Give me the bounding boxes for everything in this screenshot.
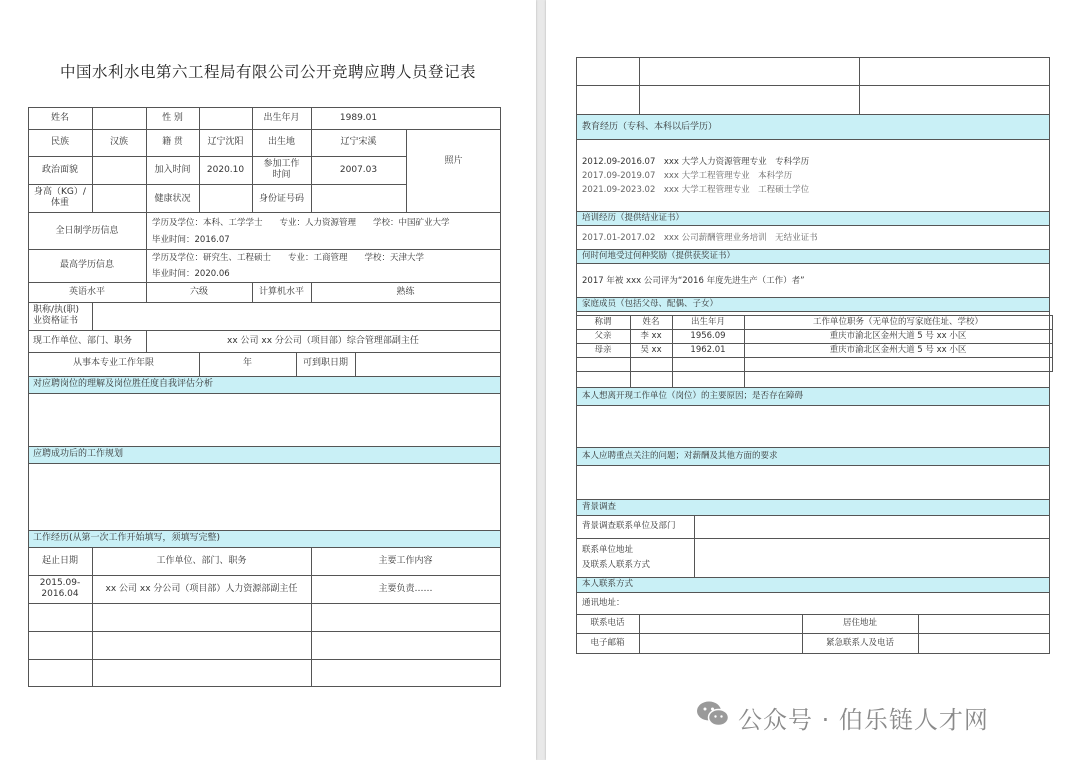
label-years: 从事本专业工作年限 [72, 358, 154, 368]
label-current-job: 现工作单位、部门、职务 [33, 336, 133, 346]
label-computer: 计算机水平 [258, 287, 304, 297]
section-training: 培训经历（提供结业证书） [582, 213, 685, 223]
watermark [696, 702, 989, 732]
family-row-1-name: 李 xx [640, 331, 662, 341]
label-photo: 照片 [444, 156, 463, 166]
label-year-unit: 年 [242, 358, 252, 368]
family-row-2-name: 吴 xx [640, 345, 662, 355]
edu-fulltime-line2: 毕业时间：2016.07 [152, 235, 230, 245]
edu-highest-line2: 毕业时间：2020.06 [152, 269, 230, 279]
label-work-start: 参加工作 时间 [263, 159, 300, 180]
edu-fulltime-line1: 学历及学位：本科、工学学士 专业：人力资源管理 学校：中国矿业大学 [152, 218, 450, 228]
table-row-date: 2015.09- 2016.04 [39, 578, 81, 599]
form-page-right [546, 0, 1080, 760]
label-edu-highest: 最高学历信息 [59, 260, 114, 270]
label-phone: 联系电话 [590, 618, 625, 628]
label-name: 姓名 [50, 113, 69, 123]
section-background: 背景调查 [582, 502, 617, 512]
family-col-relation: 称谓 [594, 317, 612, 327]
form-title: 中国水利水电第六工程局有限公司公开竞聘应聘人员登记表 [59, 63, 476, 81]
label-join-time: 加入时间 [154, 165, 191, 175]
form-page-left [0, 0, 536, 760]
label-ethnicity: 民族 [50, 137, 69, 147]
table-row-content: 主要负责…… [378, 584, 433, 594]
label-id-number: 身份证号码 [258, 194, 304, 204]
table-row-unit: xx 公司 xx 分公司（项目部）人力资源部副主任 [105, 584, 298, 594]
label-home-address: 居住地址 [842, 618, 877, 628]
label-emergency-contact: 紧急联系人及电话 [825, 638, 894, 648]
label-email: 电子邮箱 [590, 638, 625, 648]
value-birth: 1989.01 [339, 113, 378, 123]
label-birthplace: 出生地 [267, 137, 295, 147]
label-background-address: 联系单位地址 及联系人联系方式 [582, 545, 651, 570]
family-row-1-birth: 1956.09 [690, 331, 726, 341]
family-row-2-birth: 1962.01 [690, 345, 726, 355]
section-work-plan: 应聘成功后的工作规划 [33, 449, 124, 459]
edu-highest-line1: 学历及学位：研究生、工程硕士 专业：工商管理 学校：天津大学 [152, 253, 425, 263]
value-birthplace: 辽宁宋溪 [340, 137, 377, 147]
section-work-history: 工作经历(从第一次工作开始填写，须填写完整) [33, 533, 221, 543]
value-english: 六级 [189, 287, 208, 297]
family-row-2-work: 重庆市渝北区金州大道 5 号 xx 小区 [829, 345, 967, 355]
value-native: 辽宁沈阳 [207, 137, 244, 147]
value-join-time: 2020.10 [206, 165, 245, 175]
family-row-2-relation: 母亲 [594, 345, 612, 355]
value-computer: 熟练 [396, 287, 415, 297]
label-health: 健康状况 [154, 194, 191, 204]
value-current-job: xx 公司 xx 分公司（项目部）综合管理部副主任 [227, 336, 419, 346]
section-contact: 本人联系方式 [582, 579, 634, 589]
label-arrival-date: 可到职日期 [302, 358, 348, 368]
col-content: 主要工作内容 [378, 556, 433, 566]
value-ethnicity: 汉族 [109, 137, 128, 147]
education-line-2: 2017.09-2019.07 xxx 大学工程管理专业 本科学历 [582, 171, 793, 181]
section-leave-reason: 本人想离开现工作单位（岗位）的主要原因；是否存在障碍 [582, 391, 804, 401]
section-concern: 本人应聘重点关注的问题；对薪酬及其他方面的要求 [582, 451, 778, 461]
family-col-work: 工作单位职务（无单位的写家庭住址、学校） [812, 317, 983, 327]
col-date: 起止日期 [41, 556, 78, 566]
watermark-text: 公众号 · 伯乐链人才网 [738, 705, 989, 734]
col-unit: 工作单位、部门、职务 [156, 556, 247, 566]
label-mail-address: 通讯地址： [582, 598, 625, 608]
label-birth: 出生年月 [263, 113, 300, 123]
label-english: 英语水平 [68, 287, 105, 297]
label-native: 籍 贯 [162, 137, 183, 147]
family-row-1-relation: 父亲 [594, 331, 612, 341]
education-line-3: 2021.09-2023.02 xxx 大学工程管理专业 工程硕士学位 [582, 185, 810, 195]
wechat-icon [696, 700, 730, 734]
label-certificate: 职称/执(职) 业资格证书 [33, 305, 80, 326]
value-work-start: 2007.03 [339, 165, 378, 175]
awards-line: 2017 年被 xxx 公司评为“2016 年度先进生产（工作）者” [582, 276, 805, 286]
section-family: 家庭成员（包括父母、配偶、子女） [582, 299, 719, 309]
label-background-unit: 背景调查联系单位及部门 [582, 521, 676, 531]
label-gender: 性 别 [162, 113, 183, 123]
section-education: 教育经历（专科、本科以后学历） [582, 122, 718, 132]
family-col-birth: 出生年月 [690, 317, 725, 327]
label-edu-fulltime: 全日制学历信息 [55, 226, 119, 236]
label-political: 政治面貌 [41, 165, 78, 175]
section-self-eval: 对应聘岗位的理解及岗位胜任度自我评估分析 [33, 379, 214, 389]
training-line: 2017.01-2017.02 xxx 公司薪酬管理业务培训 无结业证书 [582, 233, 818, 243]
label-height-weight: 身高（KG）/ 体重 [34, 187, 86, 208]
family-row-1-work: 重庆市渝北区金州大道 5 号 xx 小区 [829, 331, 967, 341]
section-awards: 何时何地受过何种奖励（提供获奖证书） [582, 251, 736, 261]
family-col-name: 姓名 [642, 317, 660, 327]
education-line-1: 2012.09-2016.07 xxx 大学人力资源管理专业 专科学历 [582, 157, 810, 167]
